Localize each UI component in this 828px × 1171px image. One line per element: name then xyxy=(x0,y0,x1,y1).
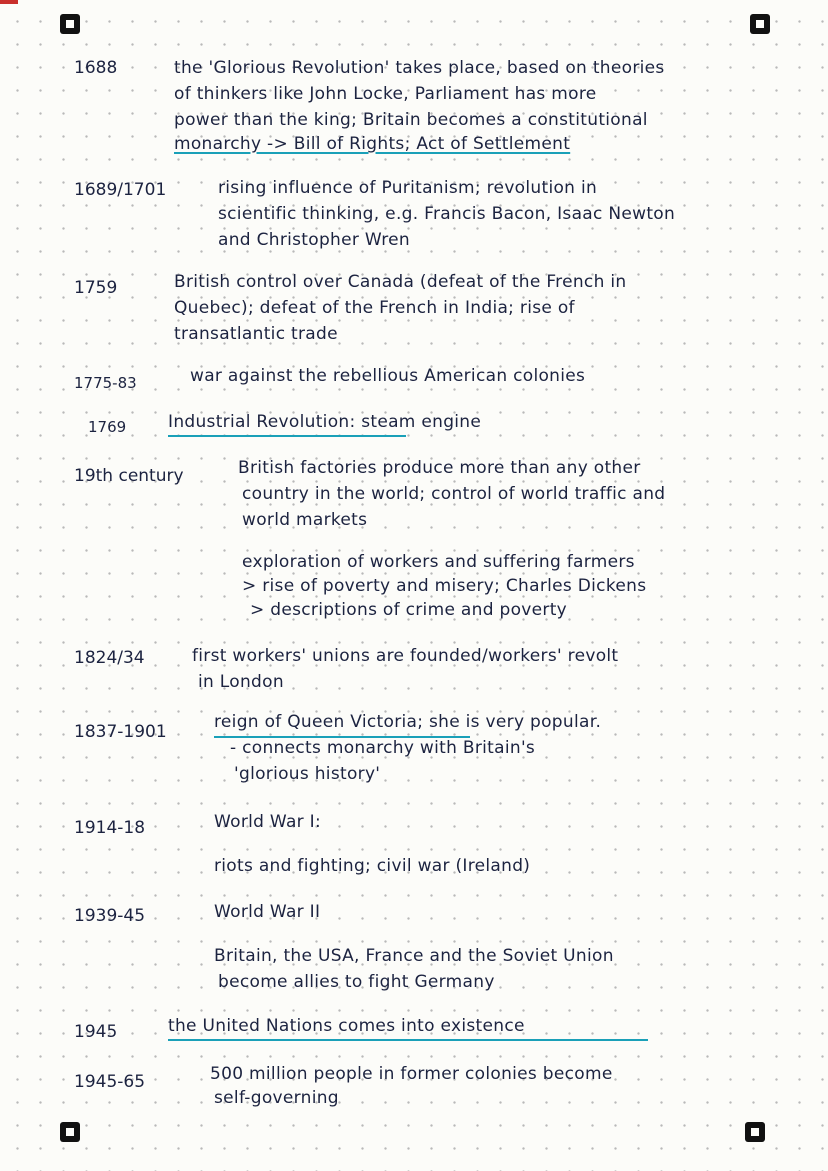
entry-line: and Christopher Wren xyxy=(218,230,410,250)
entry-year: 1775-83 xyxy=(74,374,137,392)
entry-year: 1837-1901 xyxy=(74,722,167,742)
entry-line: riots and fighting; civil war (Ireland) xyxy=(214,856,531,876)
entry-year: 1939-45 xyxy=(74,906,146,926)
entry-line: become allies to fight Germany xyxy=(218,972,495,992)
entry-line: first workers' unions are founded/workers' revolt xyxy=(192,646,619,666)
entry-line: World War II xyxy=(214,902,321,922)
scan-corner-marker-top-left xyxy=(60,14,80,34)
entry-line: World War I: xyxy=(214,812,321,832)
entry-line: Britain, the USA, France and the Soviet Union xyxy=(214,946,614,966)
highlight-underline xyxy=(168,1039,648,1041)
entry-line: country in the world; control of world traffic and xyxy=(242,484,666,504)
entry-year: 1688 xyxy=(74,58,118,78)
entry-year: 1759 xyxy=(74,278,118,298)
page-edge-mark xyxy=(0,0,18,4)
entry-line: self-governing xyxy=(214,1088,339,1108)
entry-year: 1689/1701 xyxy=(74,180,167,200)
entry-line: in London xyxy=(198,672,284,692)
entry-line: the United Nations comes into existence xyxy=(168,1016,525,1036)
entry-line: reign of Queen Victoria; she is very popular. xyxy=(214,712,602,732)
entry-line: > descriptions of crime and poverty xyxy=(250,600,568,620)
entry-year: 1945 xyxy=(74,1022,118,1042)
entry-line: exploration of workers and suffering farmers xyxy=(242,552,635,572)
entry-line: > rise of poverty and misery; Charles Dickens xyxy=(242,576,647,596)
entry-year: 19th century xyxy=(74,466,184,486)
entry-year: 1769 xyxy=(88,418,127,436)
entry-line: 'glorious history' xyxy=(234,764,381,784)
entry-year: 1945-65 xyxy=(74,1072,146,1092)
entry-line: power than the king; Britain becomes a constitutional xyxy=(174,110,648,130)
entry-year: 1824/34 xyxy=(74,648,145,668)
entry-line: transatlantic trade xyxy=(174,324,338,344)
entry-line: - connects monarchy with Britain's xyxy=(230,738,536,758)
entry-line: British factories produce more than any other xyxy=(238,458,641,478)
highlight-underline xyxy=(168,435,406,437)
entry-line: scientific thinking, e.g. Francis Bacon, Isaac Newton xyxy=(218,204,676,224)
entry-line: Industrial Revolution: steam engine xyxy=(168,412,482,432)
scan-corner-marker-top-right xyxy=(750,14,770,34)
entry-line: monarchy -> Bill of Rights; Act of Settlement xyxy=(174,134,571,154)
entry-line: British control over Canada (defeat of the French in xyxy=(174,272,627,292)
entry-line: world markets xyxy=(242,510,368,530)
entry-line: of thinkers like John Locke, Parliament has more xyxy=(174,84,597,104)
entry-line: rising influence of Puritanism; revolution in xyxy=(218,178,598,198)
scan-corner-marker-bottom-left xyxy=(60,1122,80,1142)
entry-line: the 'Glorious Revolution' takes place, based on theories xyxy=(174,58,665,78)
entry-line: 500 million people in former colonies become xyxy=(210,1064,613,1084)
entry-year: 1914-18 xyxy=(74,818,146,838)
entry-line: war against the rebellious American colonies xyxy=(190,366,586,386)
entry-line: Quebec); defeat of the French in India; rise of xyxy=(174,298,575,318)
scan-corner-marker-bottom-right xyxy=(745,1122,765,1142)
